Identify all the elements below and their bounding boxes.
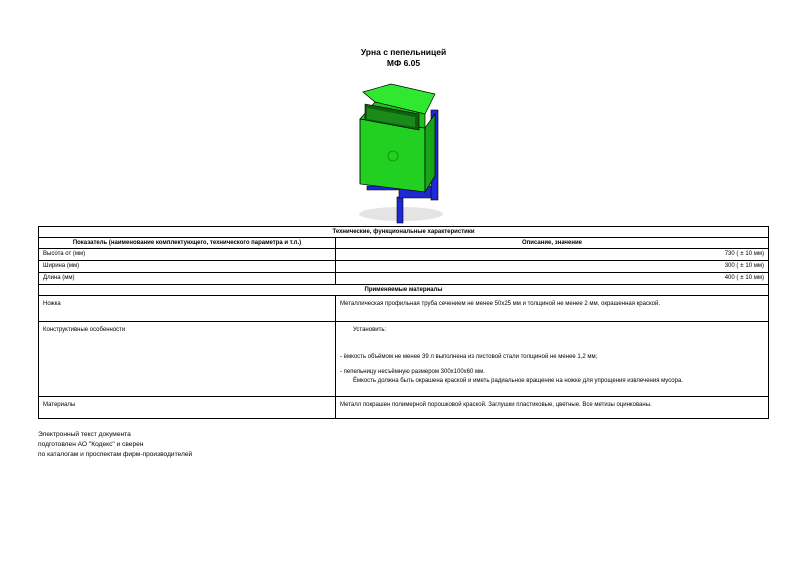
row-value: Металл покрашен полимерной порошковой краской. Заглушки пластиковые, цветные. Все метизы оцинкованы.: [336, 397, 769, 419]
table-row: [39, 249, 769, 261]
row-label: Материалы: [39, 397, 336, 419]
document-model: МФ 6.05: [386, 58, 421, 68]
trash-bin-with-ashtray-icon: [355, 74, 450, 224]
table-row: [39, 273, 769, 285]
row-value: 300 ( ± 10 мм): [336, 261, 769, 273]
table-row: [39, 261, 769, 273]
row-label: Конструктивные особенности: [39, 322, 336, 397]
row-value: 400 ( ± 10 мм): [336, 273, 769, 285]
row-label: Длина (мм): [39, 273, 336, 285]
row-label: Ножка: [39, 296, 336, 322]
row-value: 730 ( ± 10 мм): [336, 249, 769, 261]
table-row: [39, 296, 769, 322]
footer-note: Электронный текст документа подготовлен АО "Кодекс" и сверен по каталогам и проспектам фирм-производителей: [38, 431, 193, 458]
column-header-value: Описание, значение: [336, 238, 769, 249]
column-header-parameter: Показатель (наименование комплектующего, технического параметра и т.п.): [39, 238, 336, 249]
materials-title: Применяемые материалы: [39, 285, 769, 296]
row-value: Металлическая профильная труба сечением не менее 50х25 мм и толщиной не менее 2 мм, окрашенная краской.: [336, 296, 769, 322]
specifications-table: [38, 226, 769, 419]
table-row: [39, 322, 769, 397]
row-label: Высота от (мм): [39, 249, 336, 261]
row-value: Установить: - ёмкость объёмом не менее 39 л выполнена из листовой стали толщиной не менее 1,2 мм; - пепельницу несъёмную размером 300х100х60 мм. Ёмкость должна быть окрашена краской и иметь радиальное вращение на ножке для упрощения извлечения мусора.: [336, 322, 769, 397]
row-label: Ширина (мм): [39, 261, 336, 273]
section-title: Технические, функциональные характеристики: [39, 227, 769, 238]
table-row: [39, 397, 769, 419]
document-title: Урна с пепельницей: [360, 47, 447, 57]
